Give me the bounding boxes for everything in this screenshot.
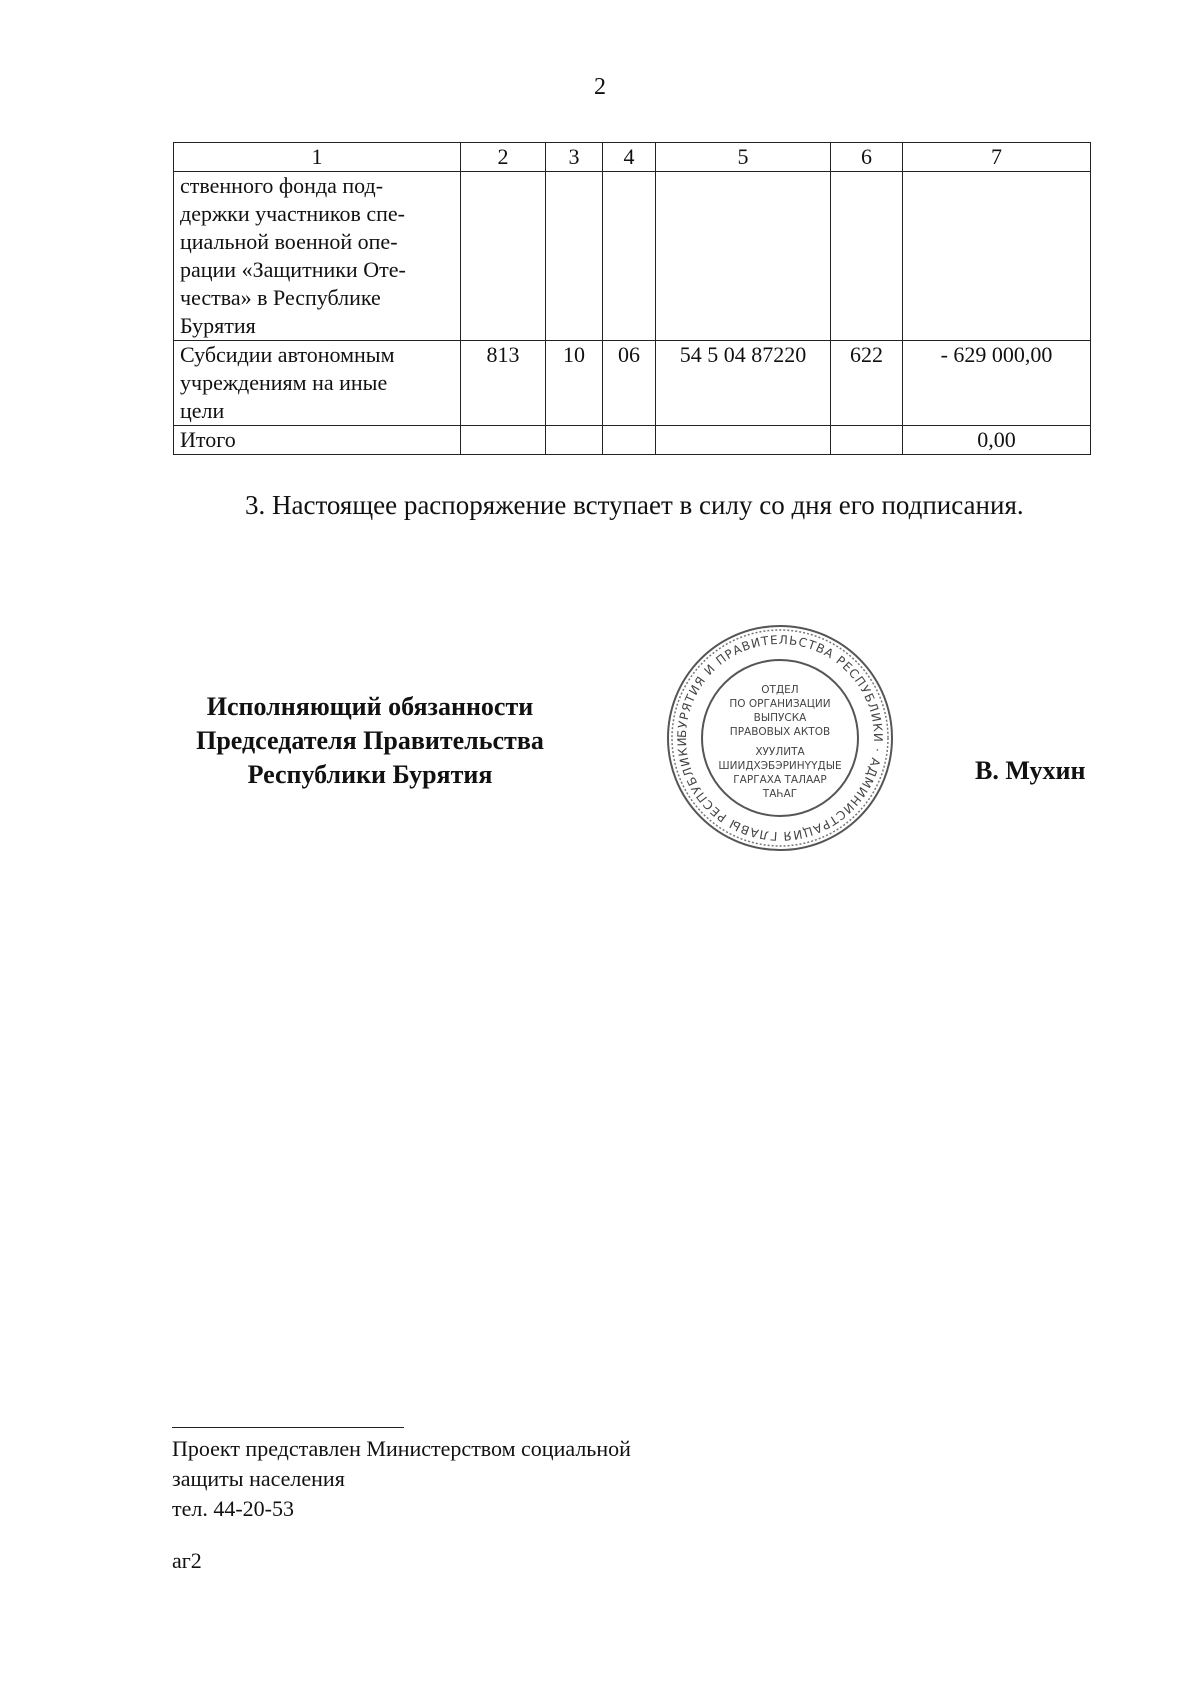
page-number: 2 [594, 74, 606, 100]
table-cell [461, 172, 546, 341]
table-cell: 06 [603, 341, 656, 426]
footnote-line: тел. 44-20-53 [172, 1496, 295, 1521]
seal-text-line: ТАҺАГ [762, 788, 798, 800]
seal-text-line: ПО ОРГАНИЗАЦИИ [729, 698, 831, 710]
name-line: Бурятия [180, 313, 256, 338]
name-line: чества» в Республике [180, 285, 381, 310]
seal-text-line: ПРАВОВЫХ АКТОВ [729, 726, 831, 738]
name-line: Субсидии автономным [180, 342, 395, 367]
clause-3: 3. Настоящее распоряжение вступает в силу со дня его подписания. [245, 490, 1024, 520]
table-cell [546, 172, 603, 341]
footnote-divider [172, 1427, 404, 1428]
footnote-line: Проект представлен Министерством социальной [172, 1436, 631, 1461]
column-header: 7 [903, 143, 1091, 172]
column-header: 3 [546, 143, 603, 172]
footnote-line: защиты населения [172, 1466, 345, 1491]
column-header: 4 [603, 143, 656, 172]
signature-title-line: Исполняющий обязанности [206, 692, 534, 721]
name-line: рации «Защитники Оте- [180, 257, 406, 282]
signatory-name: В. Мухин [975, 756, 1086, 785]
table-cell [831, 426, 903, 455]
table-cell [656, 172, 831, 341]
name-line: Итого [180, 427, 236, 452]
table-cell [903, 172, 1091, 341]
column-header: 2 [461, 143, 546, 172]
table-header-row [174, 143, 1091, 172]
table-cell: 813 [461, 341, 546, 426]
budget-table [173, 142, 1091, 455]
table-cell [461, 426, 546, 455]
table-cell [546, 426, 603, 455]
table-cell [603, 172, 656, 341]
table-cell [831, 172, 903, 341]
table-cell: 0,00 [903, 426, 1091, 455]
table-row [174, 172, 1091, 341]
name-line: цели [180, 398, 225, 423]
table-cell [656, 426, 831, 455]
row-name-cell [174, 172, 461, 341]
signature-title-line: Председателя Правительства [196, 726, 544, 755]
column-header: 5 [656, 143, 831, 172]
official-seal [665, 623, 895, 853]
seal-text-line: ВЫПУСКА [753, 712, 807, 724]
column-header: 1 [174, 143, 461, 172]
table-cell: 10 [546, 341, 603, 426]
seal-text-line: ХУУЛИТА [755, 746, 805, 758]
seal-text-line: ОТДЕЛ [761, 684, 799, 696]
seal-text-line: ГАРГАХА ТАЛААР [733, 774, 827, 786]
footnote [172, 1434, 631, 1524]
row-name-cell [174, 426, 461, 455]
name-line: учреждениям на иные [180, 370, 388, 395]
table-row-total [174, 426, 1091, 455]
name-line: циальной военной опе- [180, 229, 398, 254]
signature-title [170, 690, 570, 792]
name-line: ственного фонда под- [180, 173, 384, 198]
column-header: 6 [831, 143, 903, 172]
row-name-cell [174, 341, 461, 426]
signature-title-line: Республики Бурятия [247, 760, 493, 789]
document-code: аг2 [172, 1548, 202, 1573]
table-cell: 622 [831, 341, 903, 426]
seal-text-line: ШИИДХЭБЭРИНҮҮДЫЕ [718, 760, 842, 772]
seal-outer-text: БУРЯТИЯ И ПРАВИТЕЛЬСТВА РЕСПУБЛИКИ · АДМИНИСТРАЦИЯ ГЛАВЫ РЕСПУБЛИКИ [674, 632, 886, 844]
table-cell: 54 5 04 87220 [656, 341, 831, 426]
table-row [174, 341, 1091, 426]
table-cell: - 629 000,00 [903, 341, 1091, 426]
name-line: держки участников спе- [180, 201, 405, 226]
table-cell [603, 426, 656, 455]
